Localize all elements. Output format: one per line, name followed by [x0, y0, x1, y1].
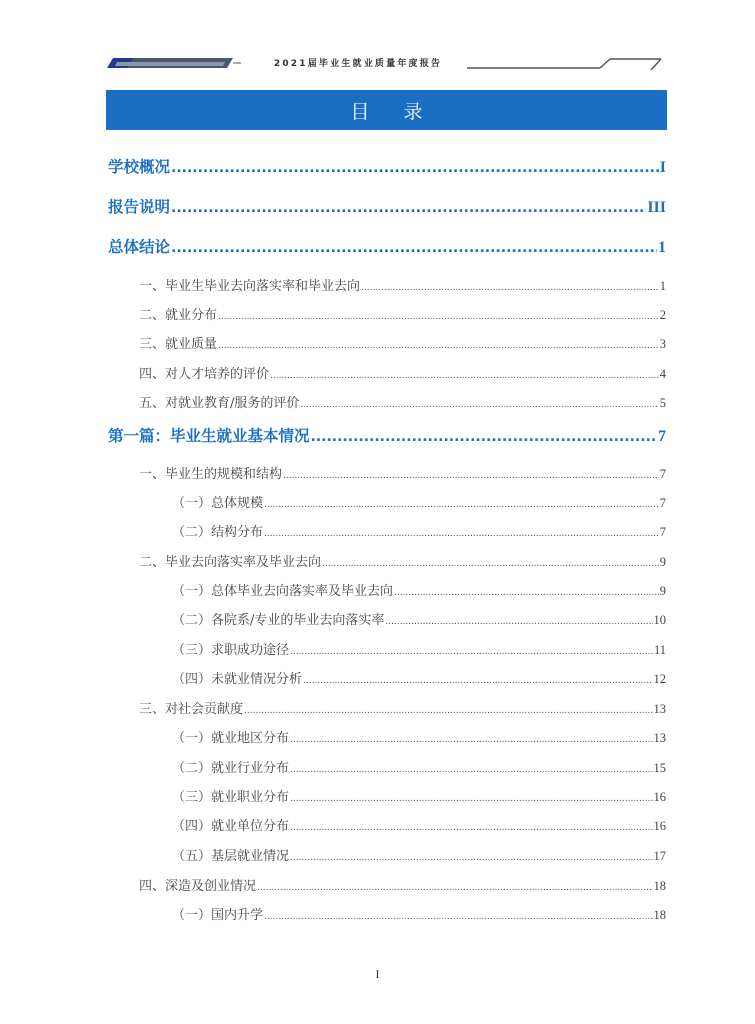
toc-entry-level-2[interactable] — [108, 392, 666, 411]
toc-entry-page: 15 — [653, 761, 666, 775]
toc-entry-level-3[interactable] — [108, 492, 666, 511]
toc-dot-leader — [290, 853, 652, 863]
toc-entry-title: 三、就业质量 — [139, 337, 218, 352]
toc-dot-leader — [218, 341, 659, 351]
toc-entry-level-2[interactable] — [108, 333, 666, 352]
toc-dot-leader — [171, 240, 657, 256]
toc-dot-leader — [244, 706, 652, 716]
toc-entry-level-2[interactable] — [108, 363, 666, 382]
toc-entry-level-3[interactable] — [108, 609, 666, 628]
toc-entry-level-2[interactable] — [108, 551, 666, 570]
toc-entry-page: 13 — [653, 731, 666, 745]
toc-entry-title: 四、对人才培养的评价 — [139, 367, 270, 382]
toc-entry-title: 报告说明 — [108, 198, 171, 216]
toc-entry-level-3[interactable] — [108, 757, 666, 776]
toc-entry-title: （二）就业行业分布 — [172, 761, 290, 776]
toc-entry-page: 11 — [653, 643, 666, 657]
toc-dot-leader — [290, 735, 652, 745]
toc-dot-leader — [218, 312, 659, 322]
toc-entry-page: 7 — [659, 525, 666, 539]
toc-entry-title: 二、就业分布 — [139, 308, 218, 323]
toc-entry-level-3[interactable] — [108, 521, 666, 540]
toc-entry-page: 7 — [658, 428, 666, 445]
toc-entry-page: 3 — [659, 337, 666, 351]
toc-entry-level-2[interactable] — [108, 275, 666, 294]
toc-entry-title: （二）结构分布 — [172, 525, 264, 540]
toc-dot-leader — [361, 283, 659, 293]
toc-entry-page: III — [647, 199, 666, 216]
toc-entry-level-2[interactable] — [108, 463, 666, 482]
toc-entry-level-3[interactable] — [108, 815, 666, 834]
toc-entry-page: 12 — [653, 672, 666, 686]
toc-entry-page: 9 — [659, 584, 666, 598]
toc-entry-level-1[interactable] — [108, 235, 666, 257]
toc-dot-leader — [264, 500, 659, 510]
report-header-title: 2021届毕业生就业质量年度报告 — [273, 59, 443, 69]
toc-entry-level-3[interactable] — [108, 639, 666, 658]
toc-entry-level-3[interactable] — [108, 904, 666, 923]
toc-entry-level-3[interactable] — [108, 845, 666, 864]
toc-entry-level-3[interactable] — [108, 580, 666, 599]
toc-entry-title: 一、毕业生毕业去向落实率和毕业去向 — [139, 279, 361, 294]
toc-entry-title: （一）就业地区分布 — [172, 731, 290, 746]
toc-entry-page: 5 — [659, 396, 666, 410]
toc-entry-title: 四、深造及创业情况 — [139, 879, 257, 894]
toc-entry-level-3[interactable] — [108, 786, 666, 805]
toc-dot-leader — [264, 529, 659, 539]
toc-entry-title: （三）求职成功途径 — [172, 643, 290, 658]
toc-entry-page: 16 — [653, 790, 666, 804]
toc-heading: 目 录 — [350, 100, 437, 123]
toc-dot-leader — [394, 588, 659, 598]
toc-dot-leader — [171, 200, 646, 216]
toc-entry-page: 7 — [659, 467, 666, 481]
toc-entry-page: 4 — [659, 367, 666, 381]
toc-dot-leader — [311, 429, 657, 445]
toc-entry-title: 五、对就业教育/服务的评价 — [139, 396, 300, 411]
toc-entry-level-2[interactable] — [108, 875, 666, 894]
toc-entry-page: 7 — [659, 496, 666, 510]
toc-entry-title: 学校概况 — [108, 158, 171, 176]
toc-entry-page: 16 — [653, 819, 666, 833]
toc-dot-leader — [290, 794, 652, 804]
toc-entry-page: 17 — [653, 849, 666, 863]
toc-entry-title: 二、毕业去向落实率及毕业去向 — [139, 555, 322, 570]
toc-entry-level-1[interactable] — [108, 155, 666, 177]
toc-entry-title: 第一篇：毕业生就业基本情况 — [108, 427, 310, 445]
toc-entry-title: （四）就业单位分布 — [172, 819, 290, 834]
toc-dot-leader — [283, 471, 659, 481]
toc-dot-leader — [270, 371, 659, 381]
toc-dot-leader — [171, 160, 659, 176]
toc-entry-title: 一、毕业生的规模和结构 — [139, 467, 283, 482]
toc-entry-title: 三、对社会贡献度 — [139, 702, 244, 717]
toc-dot-leader — [322, 559, 659, 569]
toc-entry-level-2[interactable] — [108, 304, 666, 323]
toc-entry-level-1[interactable] — [108, 195, 666, 217]
toc-entry-title: （一）国内升学 — [172, 908, 264, 923]
toc-dot-leader — [303, 676, 652, 686]
toc-entry-level-3[interactable] — [108, 727, 666, 746]
toc-dot-leader — [257, 883, 652, 893]
toc-entry-page: 1 — [658, 239, 666, 256]
toc-entry-page: 18 — [653, 879, 666, 893]
toc-entry-page: 2 — [659, 308, 666, 322]
toc-entry-title: （五）基层就业情况 — [172, 849, 290, 864]
toc-dot-leader — [290, 765, 652, 775]
toc-dot-leader — [290, 647, 653, 657]
toc-entry-page: 13 — [653, 702, 666, 716]
toc-dot-leader — [264, 912, 652, 922]
toc-entry-title: （三）就业职业分布 — [172, 790, 290, 805]
toc-entry-title: （四）未就业情况分析 — [172, 672, 303, 687]
toc-entry-page: I — [659, 159, 666, 176]
toc-entry-page: 18 — [653, 908, 666, 922]
toc-entry-level-3[interactable] — [108, 668, 666, 687]
toc-entry-page: 9 — [659, 555, 666, 569]
toc-dot-leader — [290, 823, 652, 833]
toc-dot-leader — [300, 400, 658, 410]
toc-entry-page: 1 — [659, 279, 666, 293]
toc-entry-level-2[interactable] — [108, 698, 666, 717]
toc-dot-leader — [385, 617, 652, 627]
toc-entry-level-1[interactable] — [108, 424, 666, 446]
toc-banner — [106, 90, 667, 130]
toc-entry-title: 总体结论 — [108, 238, 171, 256]
toc-entry-title: （一）总体规模 — [172, 496, 264, 511]
toc-entry-title: （一）总体毕业去向落实率及毕业去向 — [172, 584, 394, 599]
toc-entry-title: （二）各院系/专业的毕业去向落实率 — [172, 613, 385, 628]
page-number: I — [375, 967, 380, 981]
toc-entry-page: 10 — [653, 613, 666, 627]
